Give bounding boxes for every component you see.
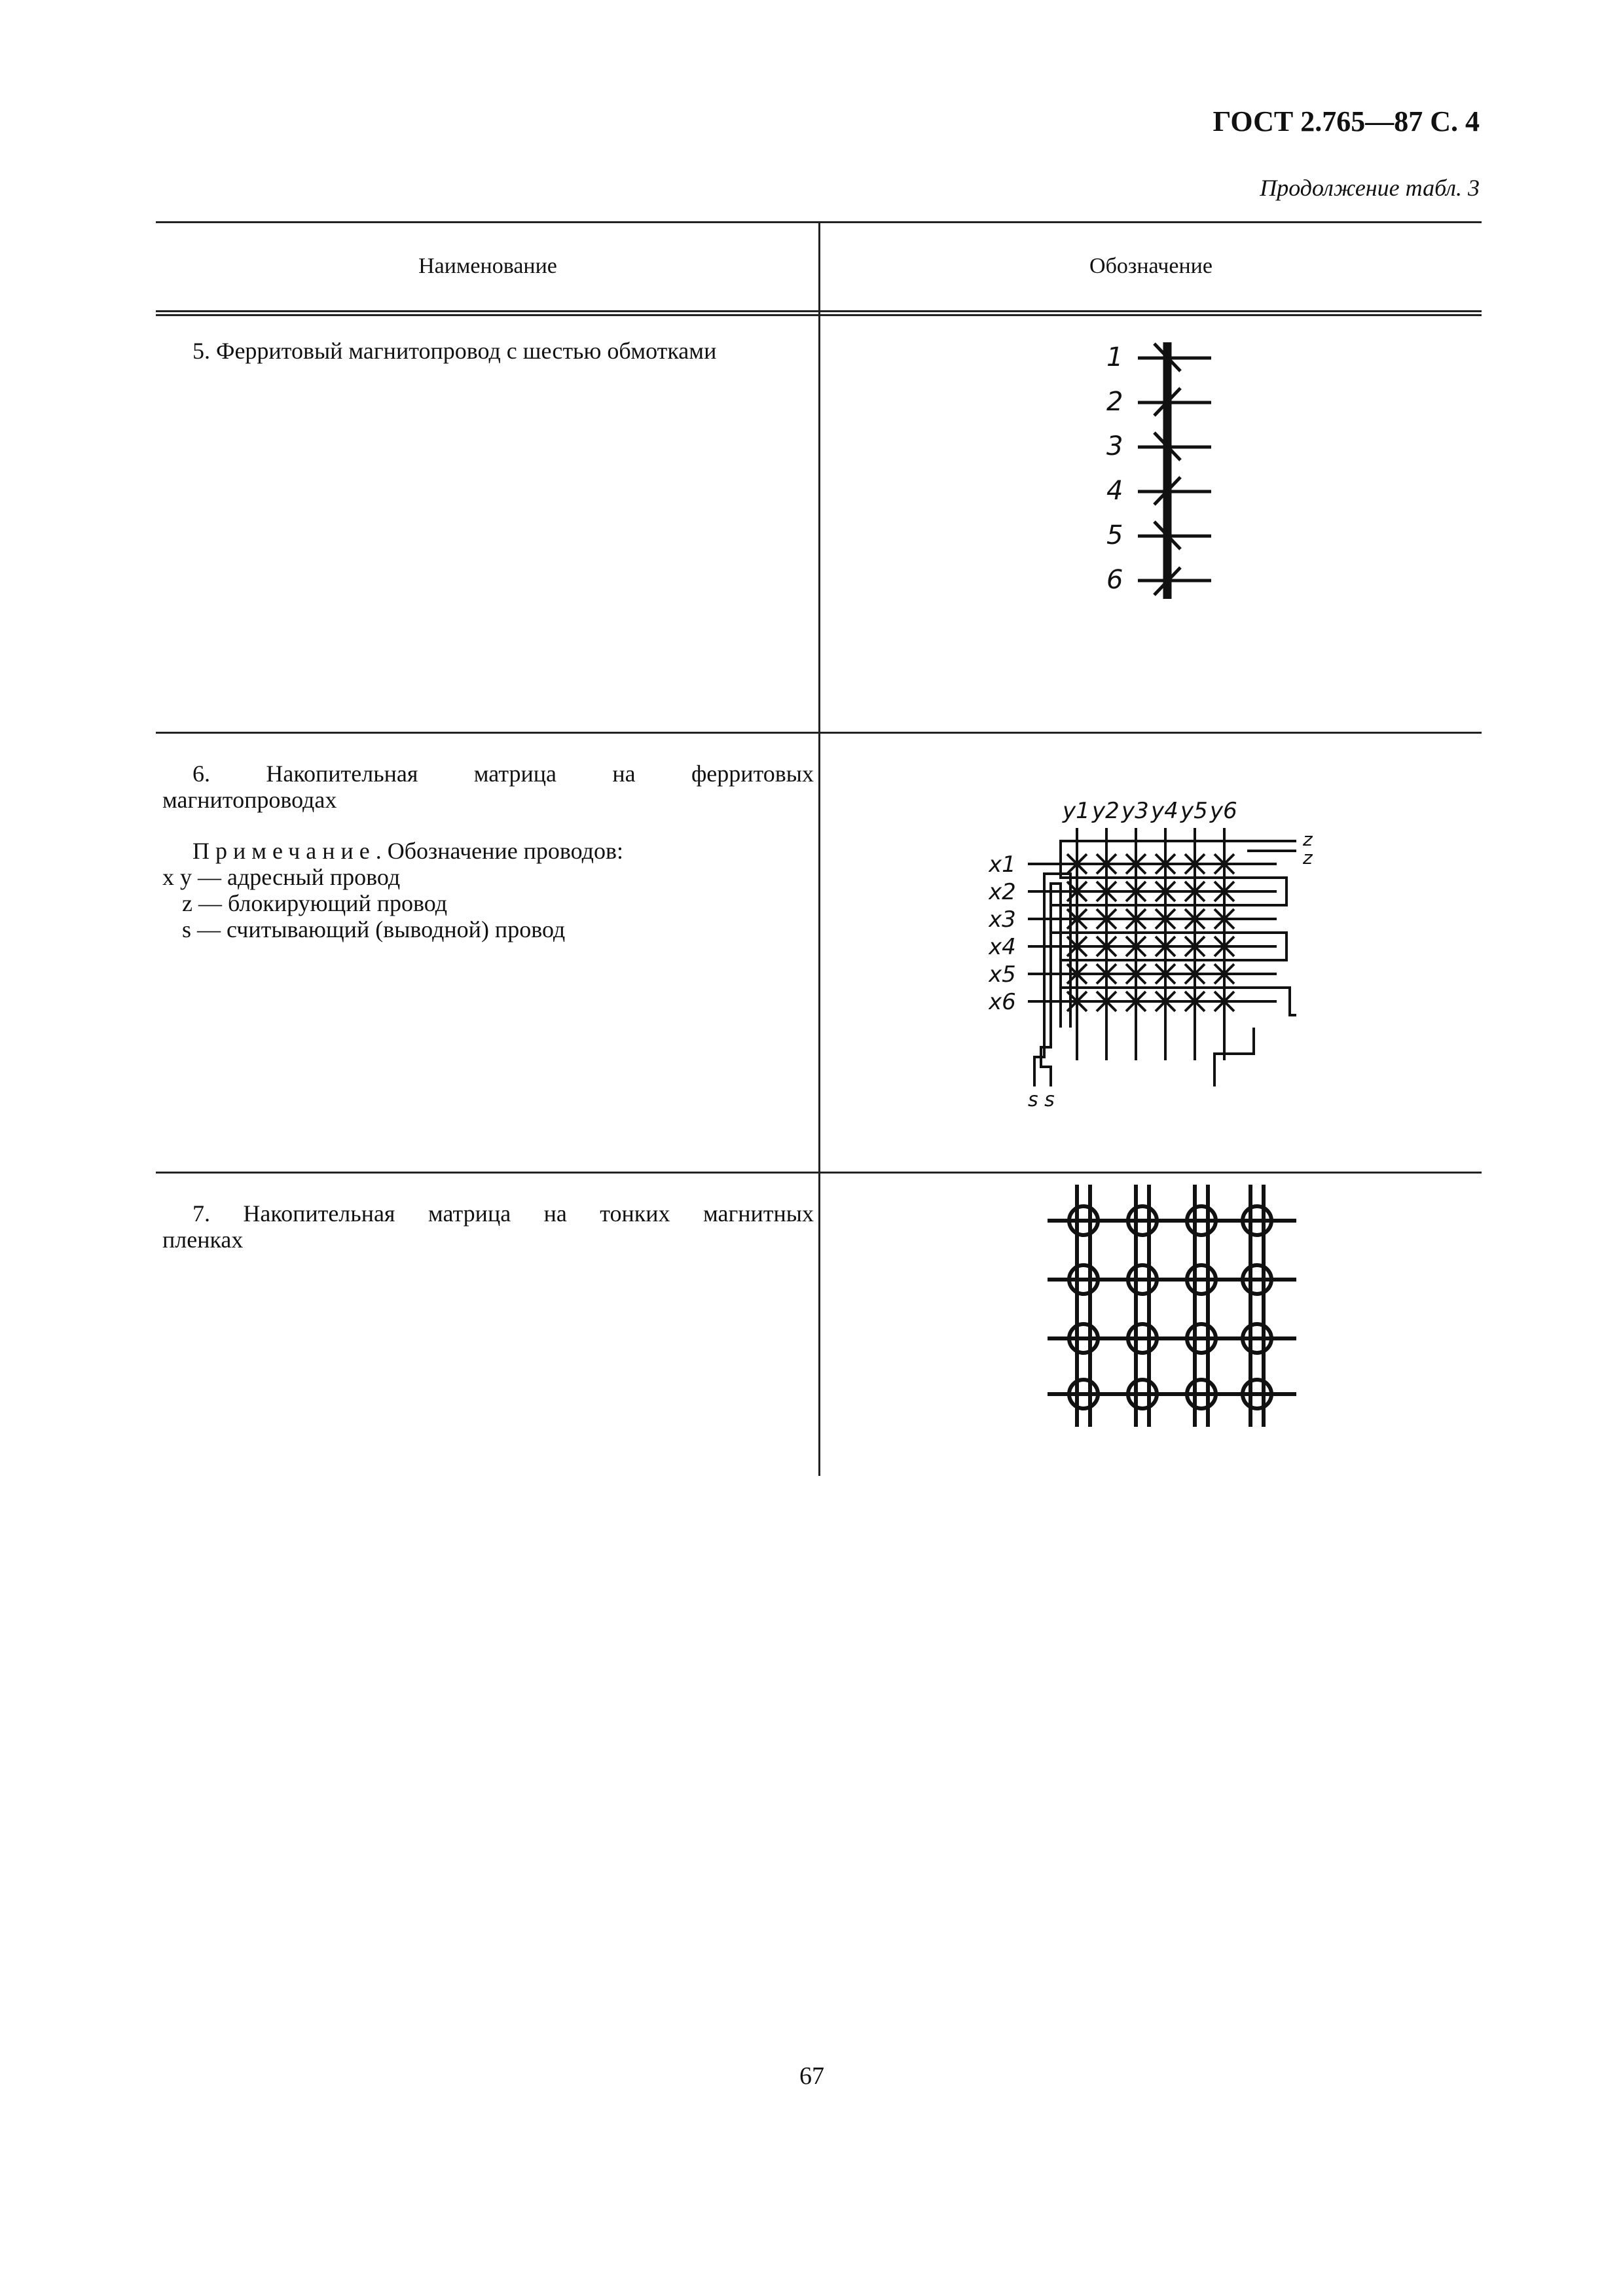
row-7-name <box>162 1200 814 1253</box>
winding-label-3: 3 <box>1106 431 1123 461</box>
winding-label-6: 6 <box>1106 565 1123 595</box>
x-label-3: x3 <box>989 906 1016 933</box>
winding-label-1: 1 <box>1106 342 1123 372</box>
y-label-5: y5 <box>1180 798 1208 824</box>
winding-label-2: 2 <box>1106 387 1123 417</box>
row-7-symbol <box>1048 1185 1309 1446</box>
row-7-name-line1: 7. Накопительная матрица на тонких магнитных <box>192 1200 814 1227</box>
x-label-6: x6 <box>989 989 1016 1015</box>
x-label-4: x4 <box>989 934 1016 960</box>
y-label-2: y2 <box>1092 798 1120 824</box>
document-header: ГОСТ 2.765—87 С. 4 <box>1213 105 1480 137</box>
s-wire-3 <box>1214 1028 1254 1086</box>
row-6-symbol <box>989 779 1355 1119</box>
winding-2 <box>1138 388 1211 416</box>
note-line-s: s — считывающий (выводной) провод <box>182 916 566 942</box>
note-line-z: z — блокирующий провод <box>182 890 448 916</box>
y-label-6: y6 <box>1210 798 1237 824</box>
matrix6-wires <box>1028 828 1296 1086</box>
note-line-xy: x y — адресный провод <box>162 864 401 890</box>
row-7-name-line2: пленках <box>162 1227 244 1253</box>
winding-4 <box>1138 477 1211 505</box>
note-word: Примечание <box>192 838 376 864</box>
z-label-1: z <box>1303 829 1313 850</box>
z-label-2: z <box>1303 847 1313 869</box>
winding-6 <box>1138 567 1211 595</box>
winding-1 <box>1138 344 1211 371</box>
row-6-name-line1: 6. Накопительная матрица на ферритовых <box>192 761 814 787</box>
winding-5 <box>1138 522 1211 549</box>
x-label-1: x1 <box>989 852 1016 878</box>
row-5-symbol <box>1087 331 1231 605</box>
column-header-symbol: Обозначение <box>1089 254 1213 278</box>
table-continuation-caption: Продолжение табл. 3 <box>1260 175 1480 201</box>
y-label-4: y4 <box>1151 798 1178 824</box>
y-label-3: y3 <box>1122 798 1149 824</box>
column-header-name: Наименование <box>418 254 557 278</box>
table-column-divider <box>818 221 820 1476</box>
winding-3 <box>1138 433 1211 460</box>
x-label-2: x2 <box>989 879 1016 905</box>
y-label-1: y1 <box>1063 798 1090 824</box>
row-5-name-text: 5. Ферритовый магнитопровод с шестью обмотками <box>192 338 717 364</box>
s-label: s s <box>1028 1088 1055 1111</box>
matrix7-wires <box>1048 1185 1296 1427</box>
note-rest: . Обозначение проводов: <box>375 838 623 864</box>
x-label-5: x5 <box>989 961 1016 988</box>
row-5-name <box>162 338 814 364</box>
row-6-name-line2: магнитопроводах <box>162 787 337 813</box>
row-6-note-heading <box>162 838 814 864</box>
page-number: 67 <box>799 2062 824 2090</box>
winding-label-4: 4 <box>1106 476 1123 506</box>
winding-label-5: 5 <box>1106 520 1123 550</box>
row-6-name <box>162 761 814 942</box>
